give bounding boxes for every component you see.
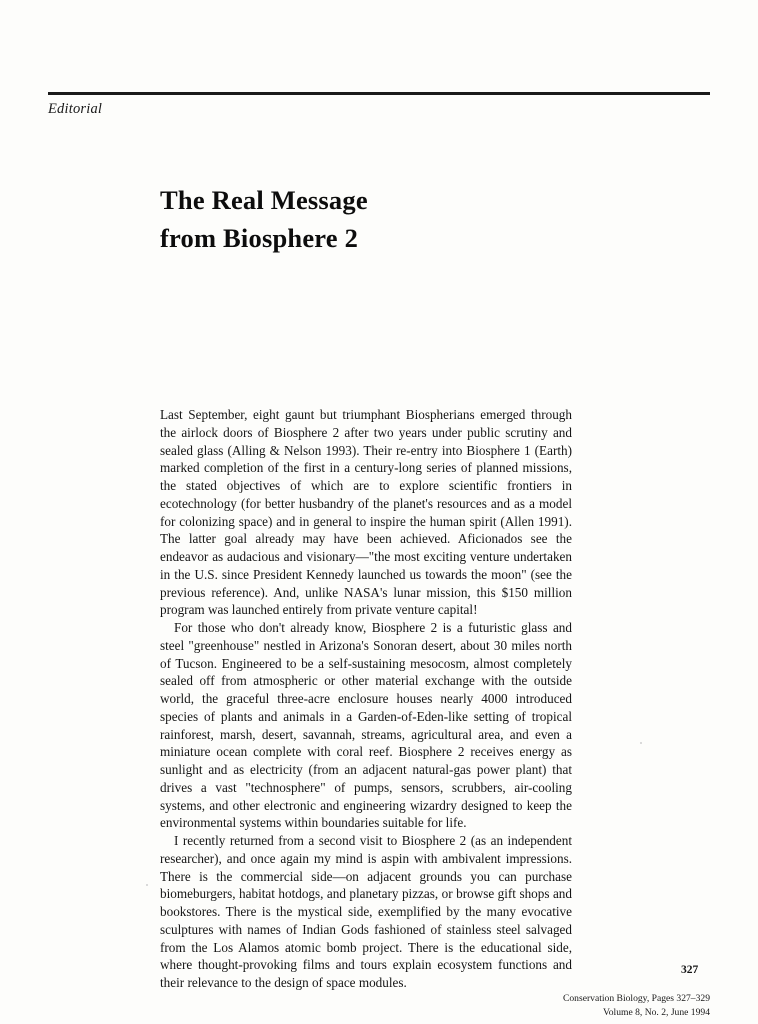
page-number: 327 [681,964,699,976]
footer-citation: Conservation Biology, Pages 327–329 [562,993,710,1004]
title-line-1: The Real Message [160,185,368,215]
body-text-column [160,406,572,992]
paragraph: I recently returned from a second visit to Biosphere 2 (as an independent researcher), and once again my mind is aspin with ambivalent impressions. There is the commercial side—on adjacent grounds you can purchase biomeburgers, habitat hotdogs, and planetary pizzas, or browse gift shops and bookstores. There is the mystical side, exemplified by the many evocative sculptures with names of Indian Gods fashioned of stainless steel salvaged from the Los Alamos atomic bomb project. There is the educational side, where thought-provoking films and tours explain ecosystem functions and their relevance to the design of space modules. [160,833,572,990]
paragraph: For those who don't already know, Biosphere 2 is a futuristic glass and steel "greenhouse" nestled in Arizona's Sonoran desert, about 30 miles north of Tucson. Engineered to be a self-sustaining mesocosm, almost completely sealed off from atmospheric or other material exchange with the outside world, the graceful three-acre enclosure houses nearly 4000 introduced species of plants and animals in a Garden-of-Eden-like setting of tropical rainforest, marsh, desert, savannah, streams, agricultural area, and even a miniature ocean complete with coral reef. Biosphere 2 receives energy as sunlight and as electricity (from an adjacent natural-gas power plant) that drives a vast "technosphere" of pumps, sensors, scrubbers, air-cooling systems, and other electronic and engineering wizardry designed to keep the environmental systems within boundaries suitable for life. [160,620,572,831]
section-label: Editorial [48,101,103,117]
paper-speck [640,742,642,744]
footer-volume: Volume 8, No. 2, June 1994 [603,1006,710,1018]
journal-footer [398,992,710,1019]
paper-speck [146,884,148,886]
header-rule [48,92,710,95]
page-title [160,182,590,257]
paragraph: Last September, eight gaunt but triumphant Biospherians emerged through the airlock doors of Biosphere 2 after two years under public scrutiny and sealed glass (Alling & Nelson 1993). Their re-entry into Biosphere 1 (Earth) marked completion of the first in a century-long series of planned missions, the stated objectives of which are to explore scientific frontiers in ecotechnology (for better husbandry of the planet's resources and as a model for colonizing space) and in general to inspire the human spirit (Allen 1991). The latter goal already may have been achieved. Aficionados see the endeavor as audacious and visionary—"the most exciting venture undertaken in the U.S. since President Kennedy launched us towards the moon" (see the previous reference). And, unlike NASA's lunar mission, this $150 million program was launched entirely from private venture capital! [160,407,572,618]
title-line-2: from Biosphere 2 [160,222,359,253]
